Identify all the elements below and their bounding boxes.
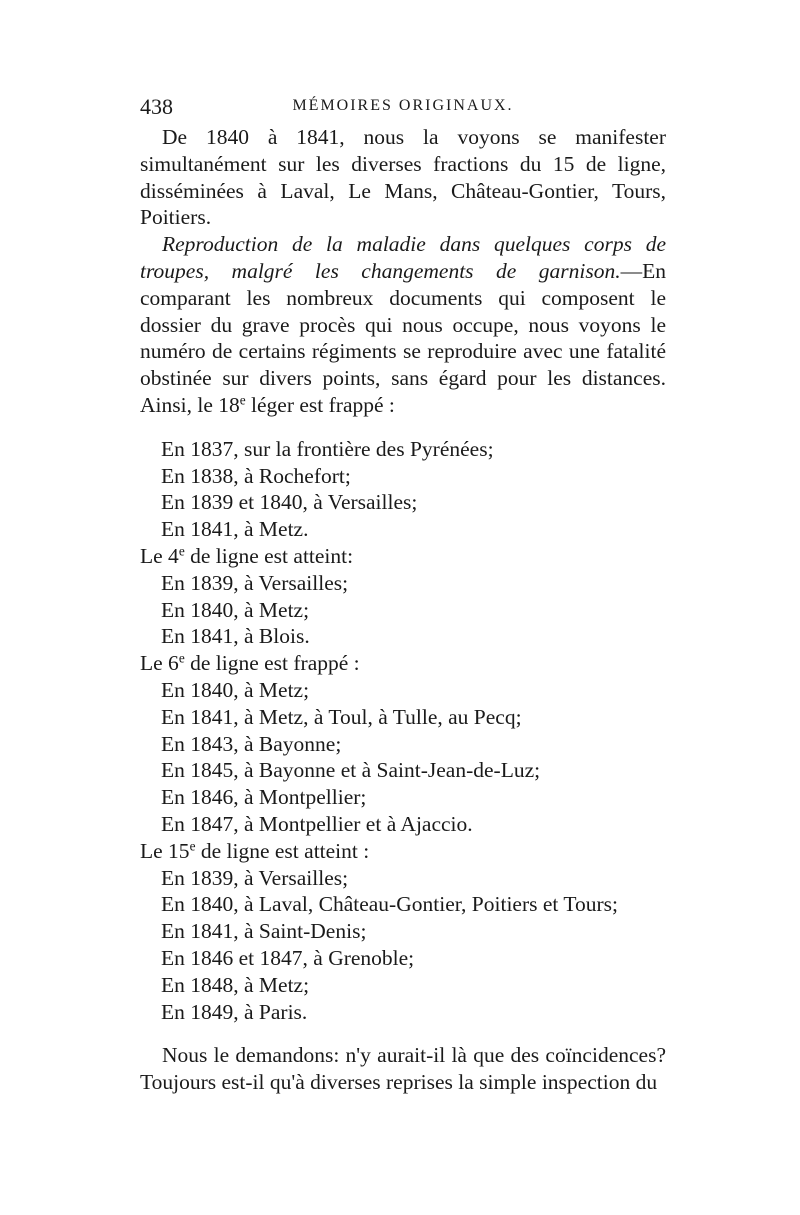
ordinal-suffix: e	[178, 650, 185, 666]
list-item: En 1841, à Metz, à Toul, à Tulle, au Pecq;	[161, 704, 522, 729]
list-item: En 1839 et 1840, à Versailles;	[161, 490, 418, 515]
regiment-list	[140, 436, 666, 1026]
group-title-text: Le 6	[140, 651, 179, 676]
regiment-group-15	[140, 838, 666, 1026]
group-title-text: de ligne est atteint :	[195, 838, 370, 863]
paragraph-reproduction-end: léger est frappé :	[245, 392, 395, 417]
group-title	[140, 650, 666, 677]
group-title	[140, 543, 666, 570]
page-header	[140, 94, 666, 122]
list-item: En 1841, à Blois.	[161, 624, 310, 649]
list-item: En 1840, à Metz;	[161, 597, 310, 622]
regiment-group-18	[140, 436, 666, 543]
list-item: En 1846, à Montpellier;	[161, 785, 367, 810]
paragraph-reproduction	[140, 231, 666, 419]
list-item: En 1846 et 1847, à Grenoble;	[161, 945, 415, 970]
regiment-group-4	[140, 543, 666, 650]
group-title-text: Le 15	[140, 838, 190, 863]
ordinal-suffix: e	[239, 392, 246, 408]
list-item: En 1840, à Laval, Château-Gontier, Poitiers et Tours;	[161, 892, 618, 917]
list-item: En 1839, à Versailles;	[161, 865, 349, 890]
list-item: En 1838, à Rochefort;	[161, 463, 351, 488]
ordinal-suffix: e	[189, 838, 196, 854]
section-heading: Reproduction de la maladie dans quelques corps de troupes, malgré les changements de garnison.	[140, 232, 666, 283]
list-item: En 1839, à Versailles;	[161, 570, 349, 595]
group-title-text: de ligne est atteint:	[184, 543, 354, 568]
list-item: En 1837, sur la frontière des Pyrénées;	[161, 436, 494, 461]
paragraph-reproduction-text: —En comparant les nombreux documents qui composent le dossier du grave procès qui nous occupe, nous voyons le numéro de certains régiments se reproduire avec une fatalité obstinée sur divers points, sans égard pour les distances. Ainsi, le 18	[140, 258, 666, 417]
list-item: En 1847, à Montpellier et à Ajaccio.	[161, 811, 473, 836]
list-item: En 1840, à Metz;	[161, 677, 310, 702]
list-item: En 1843, à Bayonne;	[161, 731, 342, 756]
page-body	[140, 124, 666, 1096]
paragraph-conclusion: Nous le demandons: n'y aurait-il là que des coïncidences? Toujours est-il qu'à diverses reprises la simple inspection du	[140, 1043, 666, 1095]
list-item: En 1841, à Saint-Denis;	[161, 919, 367, 944]
list-item: En 1848, à Metz;	[161, 972, 310, 997]
page-number: 438	[140, 94, 173, 119]
regiment-group-6	[140, 650, 666, 838]
running-head: MÉMOIRES ORIGINAUX.	[292, 97, 514, 114]
list-item: En 1849, à Paris.	[161, 999, 308, 1024]
list-item: En 1841, à Metz.	[161, 517, 309, 542]
paragraph-intro: De 1840 à 1841, nous la voyons se manifester simultanément sur les diverses fractions du 15 de ligne, disséminées à Laval, Le Mans, Château-Gontier, Tours, Poitiers.	[140, 125, 666, 230]
ordinal-suffix: e	[178, 543, 185, 559]
group-title-text: Le 4	[140, 543, 179, 568]
list-item: En 1845, à Bayonne et à Saint-Jean-de-Luz;	[161, 758, 541, 783]
group-title	[140, 838, 666, 865]
group-title-text: de ligne est frappé :	[184, 651, 360, 676]
